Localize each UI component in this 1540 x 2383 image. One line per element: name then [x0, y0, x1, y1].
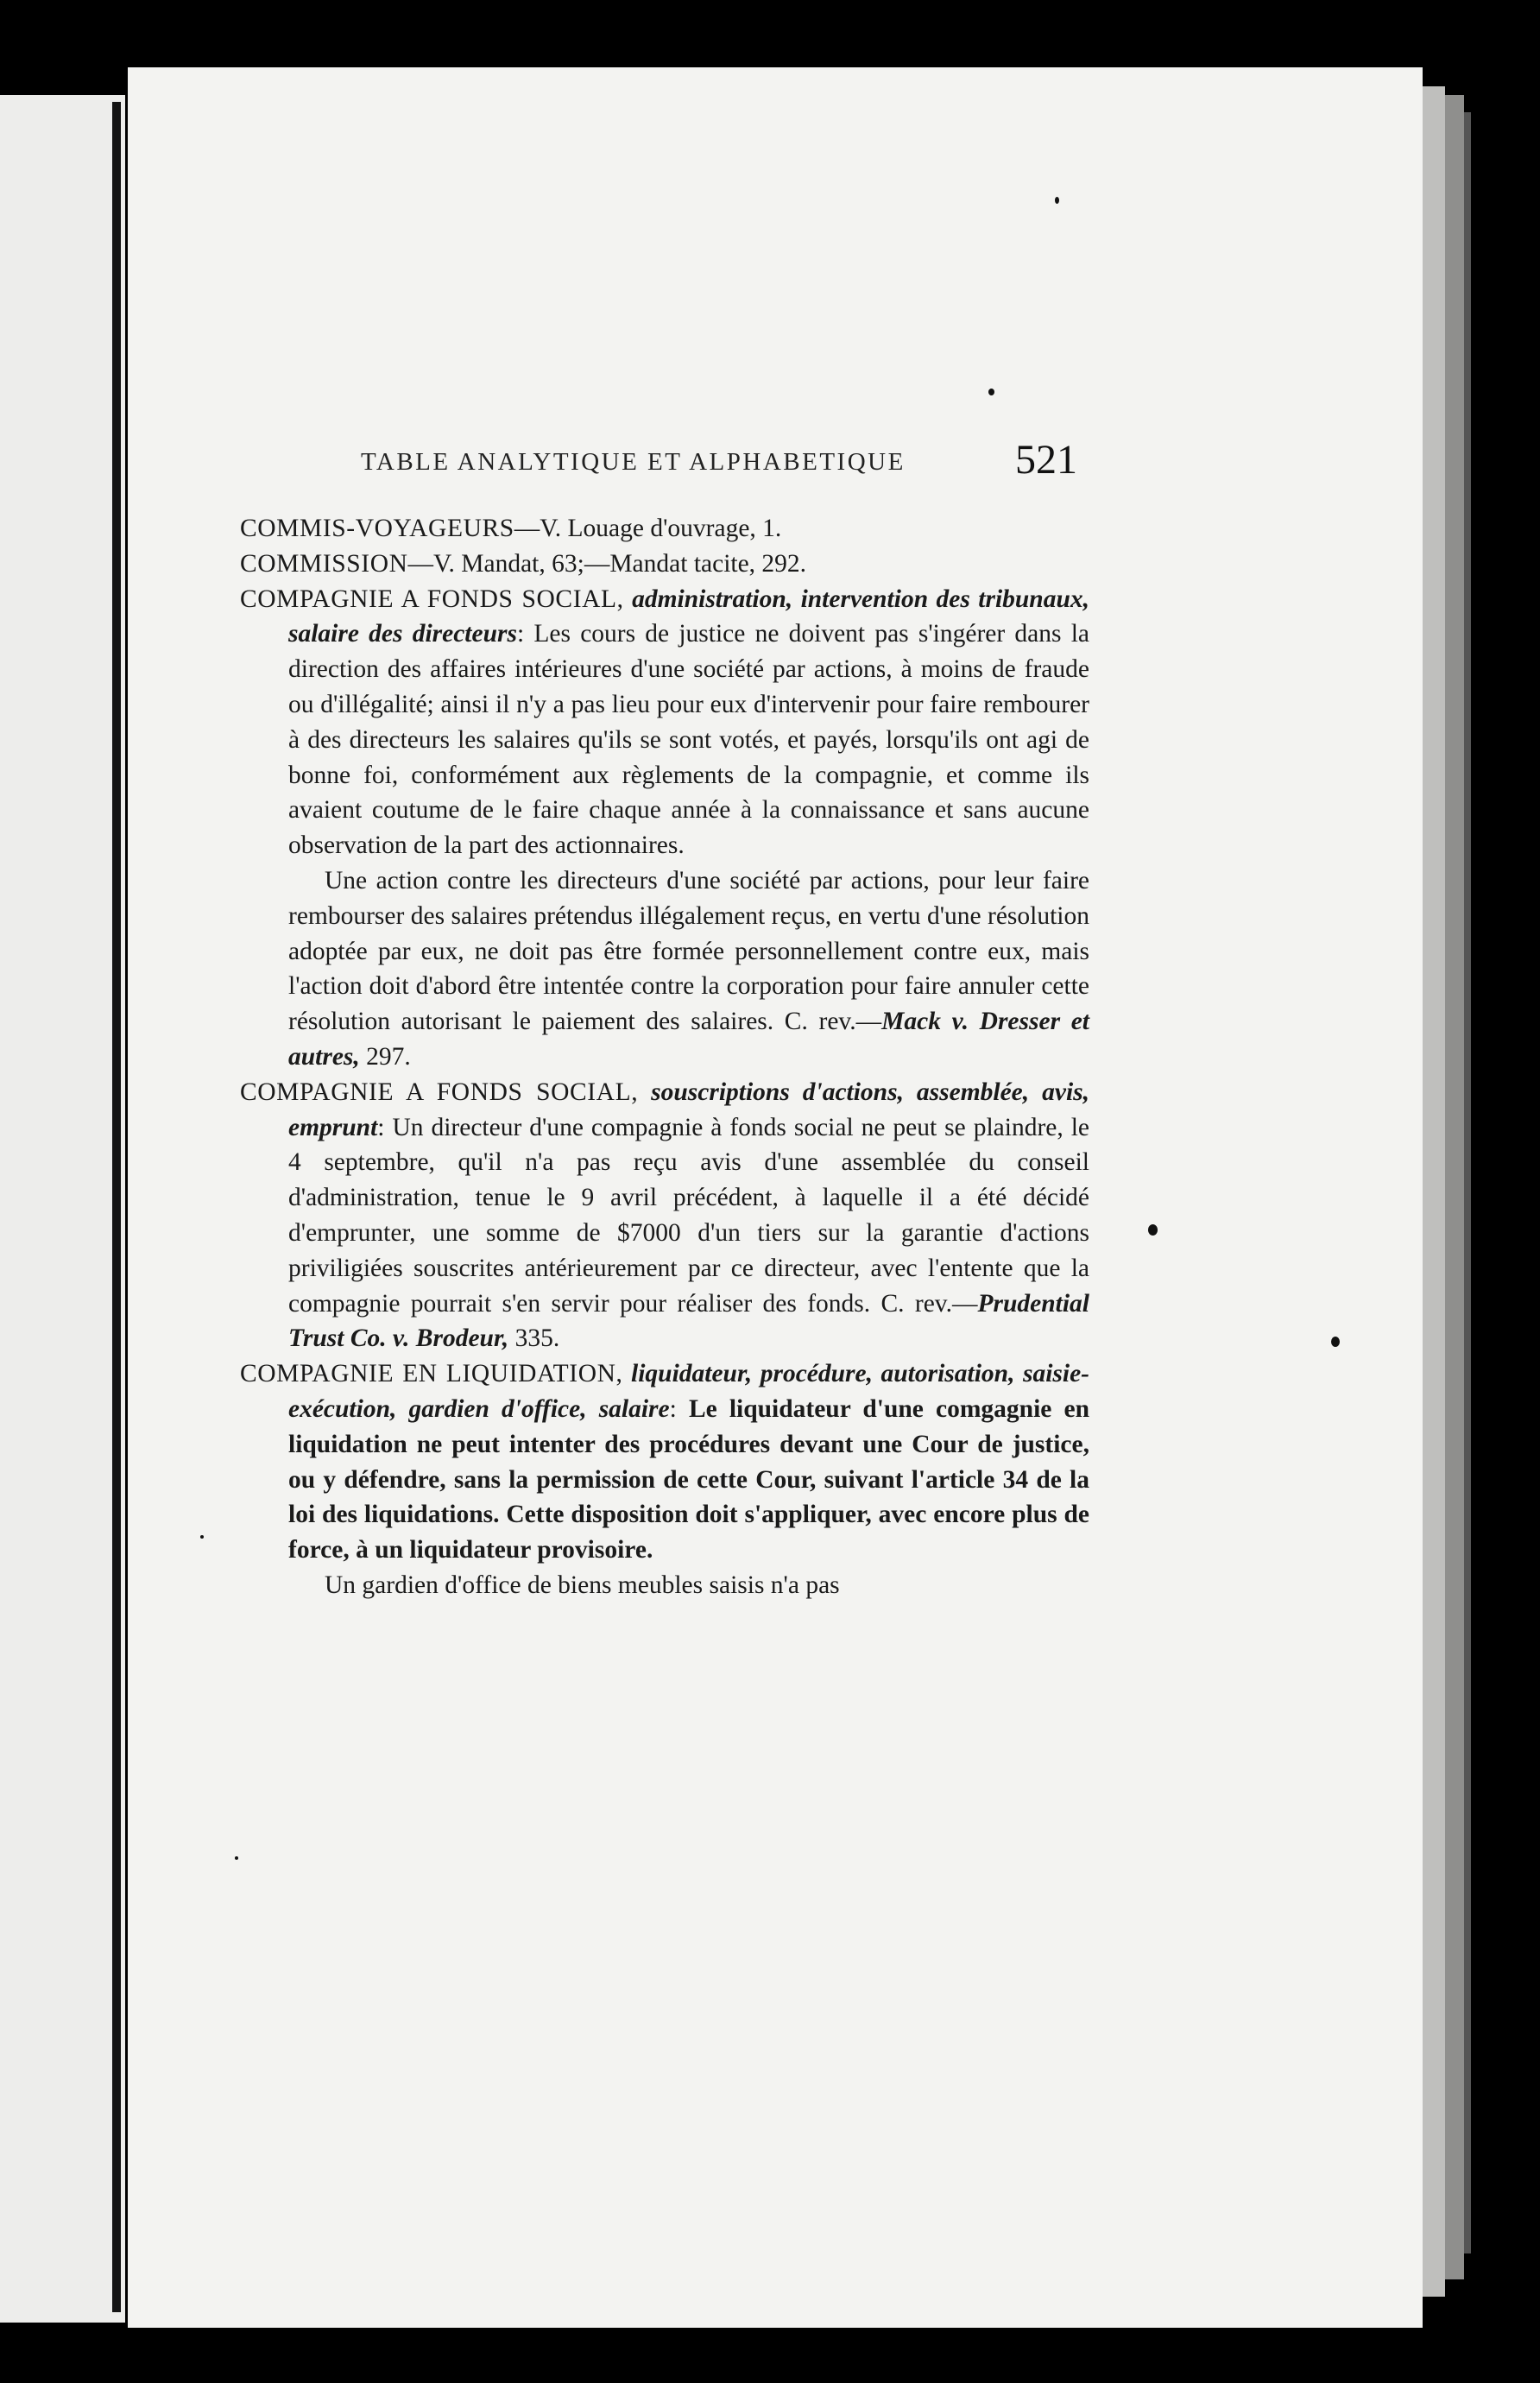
case-name: Prudential Trust Co. v. Brodeur,	[288, 1289, 1089, 1353]
index-entry: COMPAGNIE A FONDS SOCIAL, administration, intervention des tribunaux, salaire des directeurs: Les cours de justice ne doivent pas s'ingérer dans la direction des affaires intérieures d'une société par actions, à moins de fraude ou d'illégalité; ainsi il n'y a pas lieu pour eux d'intervenir pour faire rembourer à des directeurs les salaires qu'ils se sont votés, et payés, lorsqu'ils ont agi de bonne foi, conformément aux règlements de la compagnie, et comme ils avaient coutume de le faire chaque année à la connaissance et sans aucune observation de la part des actionnaires.	[240, 585, 1089, 860]
page-stack-edge	[1464, 112, 1471, 2253]
page-stack-edge	[1423, 86, 1445, 2297]
index-entry	[240, 511, 1089, 547]
book-binding	[112, 102, 121, 2312]
page-reference: 335.	[514, 1324, 560, 1353]
entry-subject: souscriptions d'actions, assemblée, avis, emprunt	[288, 1078, 1089, 1141]
entry-paragraph	[240, 1568, 1089, 1603]
entry-text: Les cours de justice ne doivent pas s'ingérer dans la direction des affaires intérieures d'une société par actions, à moins de fraude ou d'illégalité; ainsi il n'y a pas lieu pour eux d'intervenir pour faire rembourer à des directeurs les salaires qu'ils se sont votés, et payés, lorsqu'ils ont agi de bonne foi, conformément aux règlements de la compagnie, et comme ils avaient coutume de le faire chaque année à la connaissance et sans aucune observation de la part des actionnaires.	[288, 620, 1089, 860]
page-reference: 297.	[366, 1042, 411, 1071]
entry-text: —V. Louage d'ouvrage, 1.	[514, 515, 782, 542]
entry-paragraph	[240, 863, 1089, 1075]
index-entry	[240, 547, 1089, 582]
page-stack-edge	[1445, 95, 1464, 2279]
entry-heading: COMPAGNIE A FONDS SOCIAL,	[240, 585, 624, 613]
facing-page-edge	[0, 95, 125, 2323]
index-column	[240, 511, 1089, 1603]
running-title: TABLE ANALYTIQUE ET ALPHABETIQUE	[361, 448, 906, 476]
entry-subject: liquidateur, procédure, autorisation, saisie-exécution, gardien d'office, salaire	[288, 1360, 1089, 1423]
index-entry: COMPAGNIE A FONDS SOCIAL, souscriptions d'actions, assemblée, avis, emprunt: Un directeur d'une compagnie à fonds social ne peut se plaindre, le 4 septembre, qu'il n'a pas reçu avis d'une assemblée du conseil d'administration, tenue le 9 avril précédent, à laquelle il a été décidé d'emprunter, une somme de $7000 d'un tiers sur la garantie d'actions priviligiées souscrites antérieurement par ce directeur, avec l'entente que la compagnie pourrait s'en servir pour réaliser des fonds. C. rev.—Prudential Trust Co. v. Brodeur, 335.	[240, 1078, 1090, 1353]
entry-text: —V. Mandat, 63;—Mandat tacite, 292.	[407, 549, 807, 578]
page-speck	[1055, 197, 1059, 204]
entry-heading: COMMIS-VOYAGEURS	[240, 515, 514, 542]
entry-heading: COMPAGNIE EN LIQUIDATION,	[240, 1360, 623, 1388]
running-header	[361, 436, 1077, 488]
index-entry: COMPAGNIE EN LIQUIDATION, liquidateur, procédure, autorisation, saisie-exécution, gardien d'office, salaire: Le liquidateur d'une comgagnie en liquidation ne peut intenter des procédures devant une Cour de justice, ou y défendre, sans la permission de cette Cour, suivant l'article 34 de la loi des liquidations. Cette disposition doit s'appliquer, avec encore plus de force, à un liquidateur provisoire.	[240, 1360, 1089, 1564]
page-speck	[988, 389, 994, 395]
page-number: 521	[1015, 437, 1077, 483]
case-name: Mack v. Dresser et autres,	[288, 1008, 1089, 1071]
entry-heading: COMMISSION	[240, 549, 408, 578]
entry-text: Une action contre les directeurs d'une société par actions, pour leur faire rembourser des salaires prétendus illégalement reçus, en vertu d'une résolution adoptée par eux, ne doit pas être formée personnellement contre eux, mais l'action doit d'abord être intentée contre la corporation pour faire annuler cette résolution autorisant le paiement des salaires. C. rev.—	[288, 866, 1089, 1036]
entry-text: Le liquidateur d'une comgagnie en liquidation ne peut intenter des procédures devant une Cour de justice, ou y défendre, sans la permission de cette Cour, suivant l'article 34 de la loi des liquidations. Cette disposition doit s'appliquer, avec encore plus de force, à un liquidateur provisoire.	[288, 1394, 1089, 1564]
page-speck	[1148, 1224, 1158, 1236]
entry-text: Un gardien d'office de biens meubles saisis n'a pas	[325, 1571, 840, 1599]
entry-subject: administration, intervention des tribunaux, salaire des directeurs	[288, 585, 1089, 648]
page-speck	[200, 1535, 204, 1539]
page-speck	[235, 1856, 238, 1860]
entry-heading: COMPAGNIE A FONDS SOCIAL,	[240, 1078, 639, 1106]
page-speck	[1331, 1337, 1340, 1347]
entry-text: Un directeur d'une compagnie à fonds social ne peut se plaindre, le 4 septembre, qu'il n'a pas reçu avis d'une assemblée du conseil d'administration, tenue le 9 avril précédent, à laquelle il a été décidé d'emprunter, une somme de $7000 d'un tiers sur la garantie d'actions priviligiées souscrites antérieurement par ce directeur, avec l'entente que la compagnie pourrait s'en servir pour réaliser des fonds. C. rev.—	[288, 1113, 1090, 1318]
